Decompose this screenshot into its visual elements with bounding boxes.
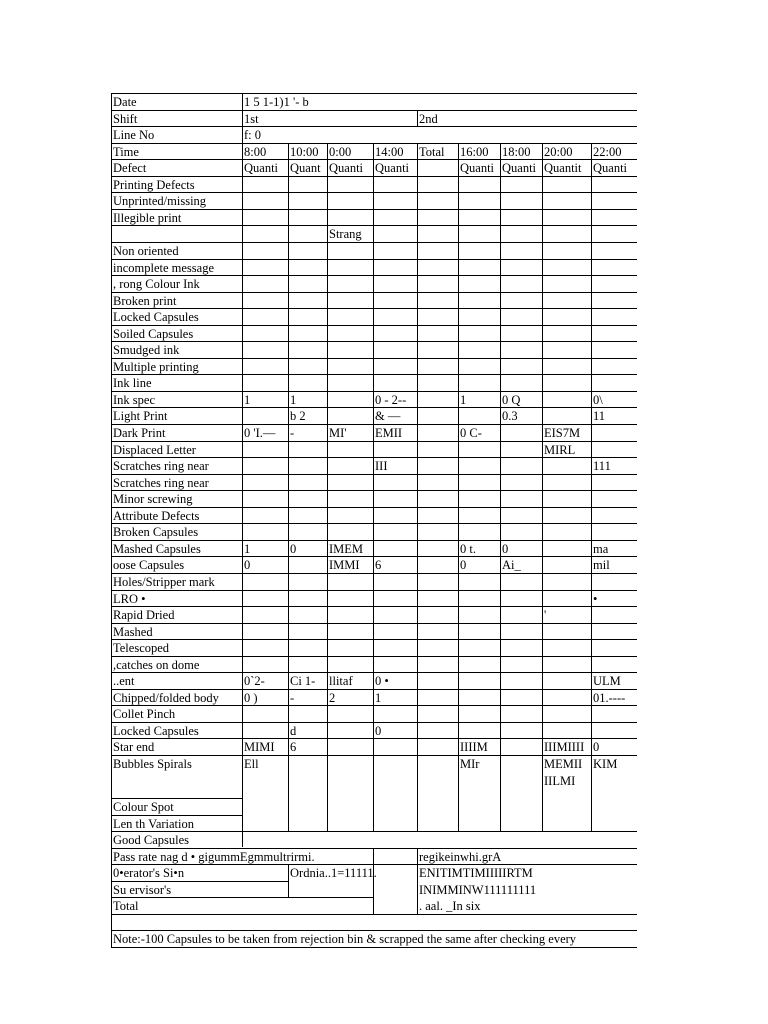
grid-line <box>111 457 637 458</box>
defect-count: 0 t. <box>460 542 476 556</box>
defect-row-label: Broken Capsules <box>113 525 199 539</box>
defect-row-label: Star end <box>113 740 155 754</box>
grid-line <box>242 159 243 847</box>
grid-line <box>111 623 637 624</box>
grid-line <box>111 705 637 706</box>
grid-line <box>111 930 112 947</box>
defect-row-label: Rapid Dried <box>113 608 175 622</box>
defect-count: 0.3 <box>502 409 518 423</box>
defect-count: ma <box>593 542 609 556</box>
defect-row-label: LRO • <box>113 592 146 606</box>
date-label: Date <box>113 95 137 109</box>
good-capsules-label: Good Capsules <box>113 833 190 847</box>
grid-line <box>111 738 637 739</box>
defect-row-label: Printing Defects <box>113 178 195 192</box>
defect-count: 11 <box>593 409 606 423</box>
grid-line <box>111 341 637 342</box>
defect-row-label: Scratches ring near <box>113 459 209 473</box>
defect-count: EIS7M <box>544 426 581 440</box>
defect-count: • <box>593 592 598 606</box>
defect-count: 0 ) <box>244 691 258 705</box>
defect-count: - <box>290 426 295 440</box>
grid-line <box>111 881 289 882</box>
grid-line <box>111 897 374 898</box>
defect-count: 0 Q <box>502 393 521 407</box>
grid-line <box>111 143 637 144</box>
time-slot: 0:00 <box>329 145 352 159</box>
defect-row-label: incomplete message <box>113 261 215 275</box>
defect-row-label: oose Capsules <box>113 558 185 572</box>
quantity-header: Quanti <box>460 161 495 175</box>
defect-row-label: ..ent <box>113 674 135 688</box>
line-value: f: 0 <box>244 128 262 142</box>
grid-line <box>111 672 637 673</box>
defect-count: III <box>375 459 388 473</box>
operator-label: 0•erator's Si•n <box>113 866 185 880</box>
pass-rate-2nd: regikeinwhi.grA <box>419 850 502 864</box>
defect-count: IIIMIIII <box>544 740 585 754</box>
grid-line <box>111 848 637 849</box>
defect-row-label: ,catches on dome <box>113 658 200 672</box>
time-slot: Total <box>419 145 445 159</box>
time-slot: 20:00 <box>544 145 573 159</box>
defect-count: Ai_ <box>502 558 521 572</box>
defect-row-label: Scratches ring near <box>113 476 209 490</box>
shift-label: Shift <box>113 112 138 126</box>
grid-line <box>111 947 637 948</box>
pass-rate-label: Pass rate nag d • gigummEgmmultrirmi. <box>113 850 315 864</box>
grid-line <box>111 755 637 756</box>
defect-count: 1 <box>460 393 467 407</box>
bubbles-count: Ell <box>244 757 259 771</box>
quantity-header: Quanti <box>375 161 410 175</box>
length-variation-label: Len th Variation <box>113 817 194 831</box>
grid-line <box>111 441 637 442</box>
grid-line <box>111 242 637 243</box>
defect-label: Defect <box>113 161 147 175</box>
grid-line <box>591 143 592 831</box>
defect-count: MIRL <box>544 443 576 457</box>
supervisor-label: Su ervisor's <box>113 883 172 897</box>
defect-row-label: Non oriented <box>113 244 179 258</box>
defect-count: 0 C- <box>460 426 482 440</box>
time-label: Time <box>113 145 139 159</box>
grid-line <box>111 292 637 293</box>
grid-line <box>111 424 637 425</box>
bubbles-count: KIM <box>593 757 618 771</box>
total-label: Total <box>113 899 139 913</box>
defect-count: 0 <box>502 542 509 556</box>
grid-line <box>500 143 501 831</box>
defect-count: Strang <box>329 227 362 241</box>
grid-line <box>111 93 637 94</box>
defect-count: 6 <box>375 558 382 572</box>
grid-line <box>111 639 637 640</box>
defect-row-label: Smudged ink <box>113 343 180 357</box>
quantity-header: Quanti <box>329 161 364 175</box>
grid-line <box>111 914 637 915</box>
grid-line <box>111 192 637 193</box>
shift-2nd: 2nd <box>419 112 438 126</box>
defect-row-label: Locked Capsules <box>113 310 199 324</box>
defect-count: ULM <box>593 674 621 688</box>
defect-count: b 2 <box>290 409 306 423</box>
grid-line <box>111 374 637 375</box>
grid-line <box>111 722 637 723</box>
grid-line <box>111 209 637 210</box>
bubbles-label: Bubbles Spirals <box>113 757 192 771</box>
defect-count: MIMI <box>244 740 275 754</box>
grid-line <box>111 689 637 690</box>
bubbles-count: MEMII <box>544 757 583 771</box>
grid-line <box>111 490 637 491</box>
defect-count: - <box>290 691 295 705</box>
grid-line <box>417 848 418 914</box>
defect-row-label: Attribute Defects <box>113 509 200 523</box>
grid-line <box>458 143 459 831</box>
defect-count: 1 <box>244 393 251 407</box>
grid-line <box>111 656 637 657</box>
defect-row-label: Ink line <box>113 376 152 390</box>
grid-line <box>111 831 637 832</box>
defect-row-label: Chipped/folded body <box>113 691 219 705</box>
supervisor-2nd: INIMMINW111111111 <box>419 883 537 897</box>
defect-count: 0 <box>290 542 297 556</box>
grid-line <box>111 540 637 541</box>
shift-1st: 1st <box>244 112 259 126</box>
bubbles-count: IILMI <box>544 774 576 788</box>
time-slot: 14:00 <box>375 145 404 159</box>
grid-line <box>111 391 637 392</box>
bubbles-count: MIr <box>460 757 480 771</box>
defect-count: 0 • <box>375 674 389 688</box>
defect-count: Ci 1- <box>290 674 316 688</box>
grid-line <box>288 143 289 831</box>
defect-count: 0 <box>244 558 251 572</box>
defect-count: IMEM <box>329 542 364 556</box>
grid-line <box>373 848 374 914</box>
grid-line <box>111 590 637 591</box>
quantity-header: Quanti <box>502 161 537 175</box>
grid-line <box>111 507 637 508</box>
grid-line <box>111 358 637 359</box>
colour-spot-label: Colour Spot <box>113 800 174 814</box>
defect-row-label: Broken print <box>113 294 177 308</box>
quantity-header: Quantit <box>544 161 582 175</box>
defect-count: ' <box>544 608 547 622</box>
grid-line <box>111 159 637 160</box>
defect-count: IIIIM <box>460 740 488 754</box>
defect-count: mil <box>593 558 610 572</box>
defect-row-label: Telescoped <box>113 641 170 655</box>
grid-line <box>111 815 243 816</box>
grid-line <box>111 325 637 326</box>
defect-count: llitaf <box>329 674 353 688</box>
defect-count: EMII <box>375 426 403 440</box>
defect-count: 0`2- <box>244 674 265 688</box>
defect-row-label: Holes/Stripper mark <box>113 575 215 589</box>
grid-line <box>111 407 637 408</box>
grid-line <box>111 126 637 127</box>
operator-2nd: ENITIMTIMIIIIIRTM <box>419 866 533 880</box>
date-value: 1 5 1-1)1 '- b <box>244 95 309 109</box>
line-label: Line No <box>113 128 155 142</box>
defect-count: 0 'I.— <box>244 426 276 440</box>
defect-row-label: Mashed Capsules <box>113 542 201 556</box>
defect-row-label: , rong Colour Ink <box>113 277 200 291</box>
grid-line <box>111 798 243 799</box>
grid-line <box>111 556 637 557</box>
operator-mid: Ordnia..1=11111. <box>290 866 377 880</box>
defect-row-label: Displaced Letter <box>113 443 196 457</box>
grid-line <box>111 275 637 276</box>
defect-row-label: Multiple printing <box>113 360 199 374</box>
grid-line <box>111 225 637 226</box>
grid-line <box>111 110 637 111</box>
defect-count: 6 <box>290 740 297 754</box>
defect-count: 0 <box>375 724 382 738</box>
defect-row-label: Illegible print <box>113 211 182 225</box>
grid-line <box>111 864 637 865</box>
grid-line <box>542 143 543 831</box>
time-slot: 18:00 <box>502 145 531 159</box>
defect-count: 0 <box>460 558 467 572</box>
grid-line <box>111 176 637 177</box>
grid-line <box>373 143 374 831</box>
quantity-header: Quant <box>290 161 321 175</box>
defect-count: 1 <box>290 393 297 407</box>
grid-line <box>111 573 637 574</box>
time-slot: 22:00 <box>593 145 622 159</box>
grid-line <box>111 308 637 309</box>
defect-row-label: Light Print <box>113 409 168 423</box>
defect-row-label: Mashed <box>113 625 153 639</box>
grid-line <box>111 523 637 524</box>
defect-count: 2 <box>329 691 336 705</box>
defect-count: 0 - 2-- <box>375 393 407 407</box>
defect-count: 01.---- <box>593 691 626 705</box>
defect-count: d <box>290 724 297 738</box>
defect-count: IMMI <box>329 558 360 572</box>
defect-count: 1 <box>375 691 382 705</box>
defect-row-label: Locked Capsules <box>113 724 199 738</box>
quantity-header: Quanti <box>593 161 628 175</box>
time-slot: 8:00 <box>244 145 267 159</box>
defect-row-label: Soiled Capsules <box>113 327 194 341</box>
defect-count: MI' <box>329 426 347 440</box>
grid-line <box>417 110 418 127</box>
time-slot: 10:00 <box>290 145 319 159</box>
grid-line <box>327 143 328 831</box>
grid-line <box>111 606 637 607</box>
defect-count: 0 <box>593 740 600 754</box>
grid-line <box>111 930 637 931</box>
time-slot: 16:00 <box>460 145 489 159</box>
grid-line <box>111 474 637 475</box>
grid-line <box>111 259 637 260</box>
note-text: Note:-100 Capsules to be taken from rejection bin & scrapped the same after checking every <box>113 932 577 946</box>
defect-row-label: Minor screwing <box>113 492 193 506</box>
total-2nd: . aal. _In six <box>419 899 481 913</box>
defect-count: 1 <box>244 542 251 556</box>
defect-row-label: Unprinted/missing <box>113 194 207 208</box>
defect-row-label: Dark Print <box>113 426 166 440</box>
defect-row-label: Ink spec <box>113 393 155 407</box>
grid-line <box>417 143 418 831</box>
defect-count: & — <box>375 409 401 423</box>
defect-count: 0\ <box>593 393 603 407</box>
defect-row-label: Collet Pinch <box>113 707 176 721</box>
defect-count: 111 <box>593 459 611 473</box>
quantity-header: Quanti <box>244 161 279 175</box>
